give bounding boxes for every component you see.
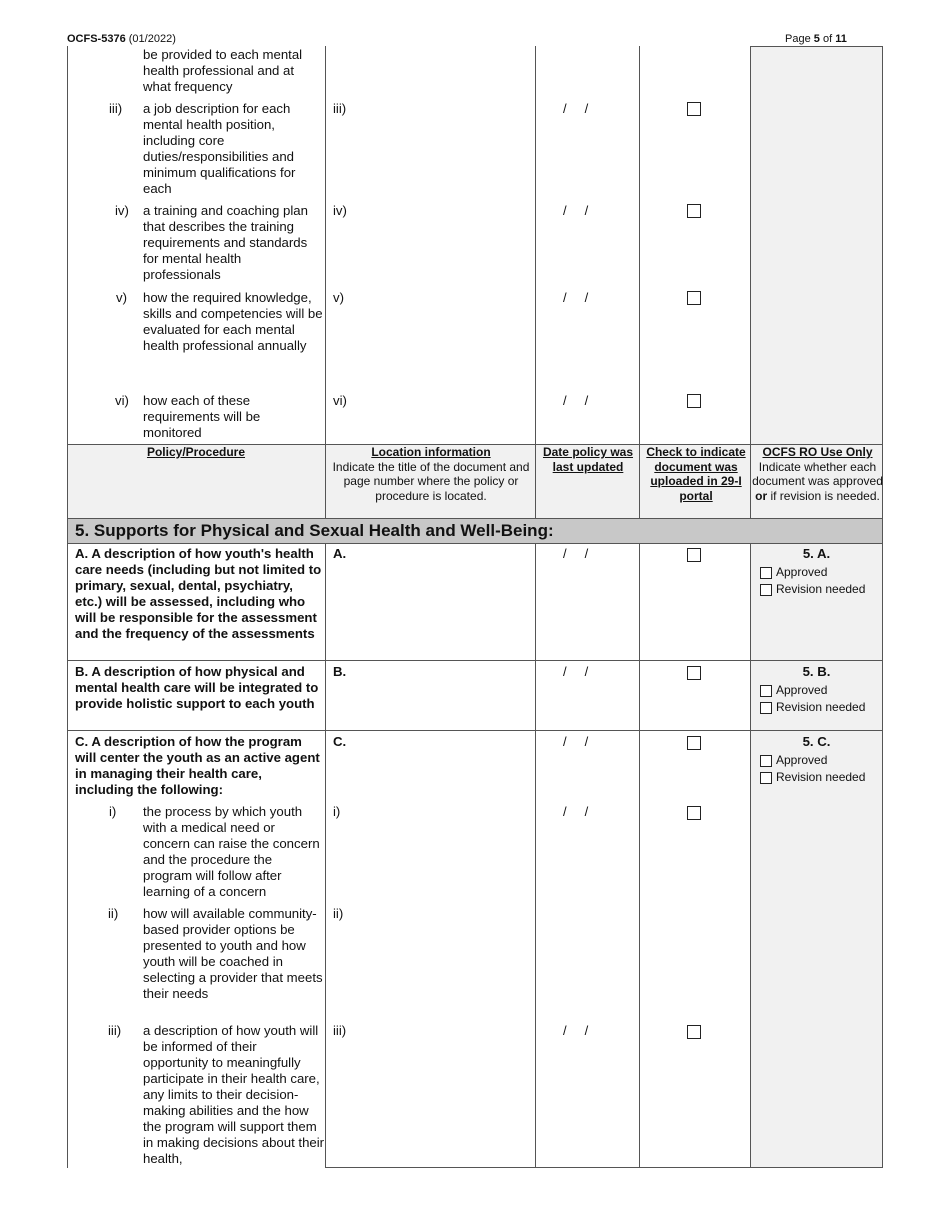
uploaded-checkbox[interactable] — [687, 102, 701, 116]
policy-item-number: v) — [116, 290, 127, 305]
location-field[interactable]: iii) — [333, 101, 347, 116]
ocfs-label: 5. A. — [802, 546, 831, 561]
revision-label: Revision needed — [776, 770, 866, 784]
uploaded-checkbox[interactable] — [687, 394, 701, 408]
approved-checkbox[interactable] — [760, 567, 772, 579]
policy-a-text: A. A description of how youth's health care needs (including but not limited to primary, sexual, dental, psychiatry, etc.) will be assessed, including who will be responsible for the assessment and the frequency of the assessments — [75, 546, 322, 641]
uploaded-checkbox[interactable] — [687, 1025, 701, 1039]
uploaded-checkbox[interactable] — [687, 806, 701, 820]
col-header-location: Location information Indicate the title of the document and page number where the policy or procedure is located. — [332, 445, 530, 503]
date-field[interactable]: / / — [563, 804, 589, 819]
date-field[interactable]: / / — [563, 290, 589, 305]
location-field[interactable]: A. — [333, 546, 347, 561]
uploaded-checkbox[interactable] — [687, 736, 701, 750]
revision-label: Revision needed — [776, 700, 866, 714]
revision-checkbox[interactable] — [760, 702, 772, 714]
policy-item-text: how will available community-based provider options be presented to youth and how youth will be coached in selecting a provider that meets their needs — [143, 906, 323, 1001]
policy-b-text: B. A description of how physical and mental health care will be integrated to provide holistic support to each youth — [75, 664, 319, 711]
location-field[interactable]: B. — [333, 664, 347, 679]
approved-label: Approved — [776, 753, 828, 767]
uploaded-checkbox[interactable] — [687, 666, 701, 680]
checklist-table — [67, 46, 883, 1168]
policy-item-text: a description of how youth will be informed of their opportunity to meaningfully participate in their health care, any limits to their decision-making abilities and the how the program will support them in making decisions about their health, — [143, 1023, 325, 1166]
date-field[interactable]: / / — [563, 664, 589, 679]
location-field[interactable]: ii) — [333, 906, 344, 921]
section-title: 5. Supports for Physical and Sexual Health and Well-Being: — [75, 521, 554, 540]
location-field[interactable]: C. — [333, 734, 347, 749]
ocfs-label: 5. C. — [802, 734, 831, 749]
policy-item-text: be provided to each mental health professional and at what frequency — [143, 47, 303, 94]
col-header-date: Date policy was last updated — [542, 445, 634, 474]
policy-c-text: C. A description of how the program will center the youth as an active agent in managing their health care, including the following: — [75, 734, 320, 797]
ocfs-column-shade-lower — [750, 543, 883, 1168]
col-header-check: Check to indicate document was uploaded in 29-I portal — [646, 445, 746, 503]
col-header-ocfs: OCFS RO Use Only Indicate whether each document was approved or if revision is needed. — [752, 445, 883, 503]
policy-item-number: iii) — [108, 1023, 122, 1038]
policy-item-number: ii) — [108, 906, 119, 921]
policy-item-text: how each of these requirements will be monitored — [143, 393, 261, 440]
date-field[interactable]: / / — [563, 101, 589, 116]
location-field[interactable]: i) — [333, 804, 341, 819]
policy-item-number: vi) — [115, 393, 129, 408]
uploaded-checkbox[interactable] — [687, 291, 701, 305]
policy-item-number: iii) — [109, 101, 123, 116]
date-field[interactable]: / / — [563, 546, 589, 561]
date-field[interactable]: / / — [563, 1023, 589, 1038]
approved-label: Approved — [776, 565, 828, 579]
policy-item-number: iv) — [115, 203, 129, 218]
date-field[interactable]: / / — [563, 734, 589, 749]
revision-label: Revision needed — [776, 582, 866, 596]
form-id: OCFS-5376 (01/2022) — [67, 33, 176, 45]
location-field[interactable]: v) — [333, 290, 344, 305]
ocfs-label: 5. B. — [802, 664, 831, 679]
location-field[interactable]: iv) — [333, 203, 347, 218]
policy-item-text: a training and coaching plan that describes the training requirements and standards for mental health professionals — [143, 203, 308, 282]
uploaded-checkbox[interactable] — [687, 204, 701, 218]
revision-checkbox[interactable] — [760, 772, 772, 784]
revision-checkbox[interactable] — [760, 584, 772, 596]
approved-label: Approved — [776, 683, 828, 697]
uploaded-checkbox[interactable] — [687, 548, 701, 562]
location-field[interactable]: vi) — [333, 393, 347, 408]
col-header-policy: Policy/Procedure — [146, 445, 246, 459]
date-field[interactable]: / / — [563, 203, 589, 218]
approved-checkbox[interactable] — [760, 755, 772, 767]
policy-item-text: a job description for each mental health position, including core duties/responsibilities and minimum qualifications for each — [143, 101, 296, 196]
page-number: Page 5 of 11 — [785, 33, 847, 45]
ocfs-column-shade — [750, 46, 883, 444]
policy-item-text: how the required knowledge, skills and competencies will be evaluated for each mental health professional annually — [143, 290, 323, 353]
location-field[interactable]: iii) — [333, 1023, 347, 1038]
policy-item-text: the process by which youth with a medical need or concern can raise the concern and the procedure the program will follow after learning of a concern — [143, 804, 320, 899]
policy-item-number: i) — [109, 804, 117, 819]
approved-checkbox[interactable] — [760, 685, 772, 697]
date-field[interactable]: / / — [563, 393, 589, 408]
